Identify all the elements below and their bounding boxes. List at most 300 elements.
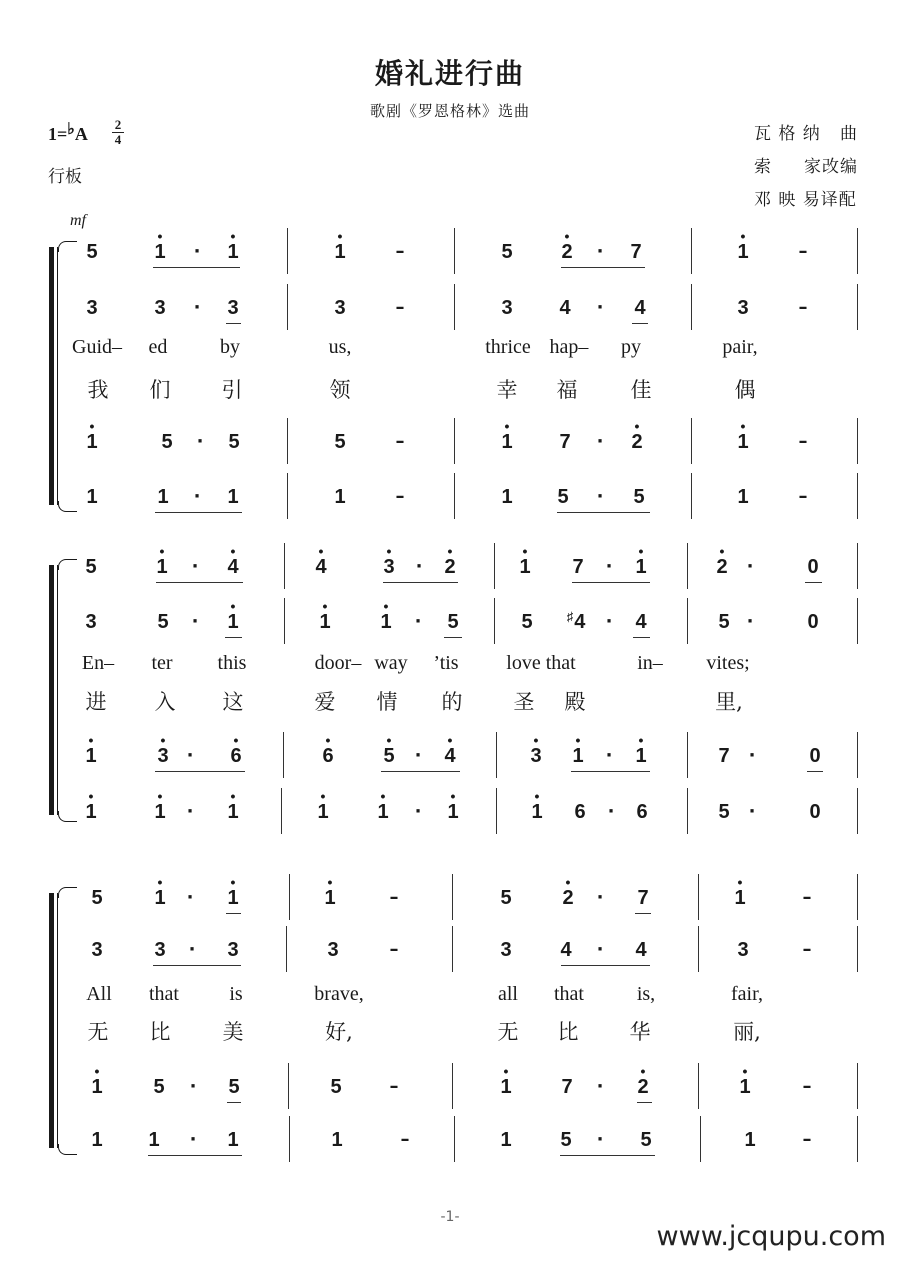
augmentation-dot: · [193,297,201,318]
note [572,555,583,579]
note-digit: 4 [635,611,647,633]
note [154,296,165,320]
bracket-cap-top [58,887,77,898]
barline [700,1116,701,1162]
note-digit: 7 [630,241,642,263]
octave-dot-icon: • [325,732,331,748]
note-digit: 7 [559,431,571,453]
barline [691,473,692,519]
note-digit: 1 [227,611,239,633]
beam-underline [444,637,462,638]
note [444,543,456,579]
note-digit: 5 [85,556,97,578]
lyric-english: this [217,652,247,674]
note-digit: 1 [447,801,459,823]
note [157,485,168,509]
lyric-english: hap– [549,336,589,358]
octave-dot-icon: • [450,788,456,804]
note-digit: 7 [637,887,649,909]
note [227,296,238,320]
note [228,430,239,454]
note [227,874,239,910]
note [572,732,584,768]
barline [454,1116,455,1162]
note-digit: 0 [807,556,819,578]
note [85,610,96,634]
note-digit: 1 [86,431,98,453]
note-digit: 1 [227,1129,239,1151]
beam-underline [155,512,242,513]
octave-dot-icon: • [447,732,453,748]
lyric-english: py [621,336,641,358]
note [521,610,532,634]
note-digit: 5 [521,611,533,633]
barline [687,788,688,834]
augmentation-dot: · [605,611,613,632]
note [531,788,543,824]
note-digit: 4 [315,556,327,578]
barline [284,543,285,589]
note [154,874,166,910]
octave-dot-icon: • [565,874,571,890]
note-digit: 6 [322,745,334,767]
octave-dot-icon: • [640,1063,646,1079]
octave-dot-icon: • [230,228,236,244]
note [561,1075,572,1099]
beam-underline [225,637,242,638]
note-digit: 5 [500,887,512,909]
augmentation-dot: · [188,939,196,960]
octave-dot-icon: • [383,598,389,614]
bracket-cap-top [58,241,77,252]
barline [496,732,497,778]
note-digit: 6 [574,801,586,823]
note [85,788,97,824]
note [574,800,585,824]
note [500,1063,512,1099]
barline [698,926,699,972]
lyric-english: All [86,983,112,1005]
barline [687,598,688,644]
augmentation-dot: · [596,241,604,262]
lyric-english: ter [151,652,173,674]
note [322,732,334,768]
note [324,874,336,910]
note-digit: 4 [559,297,571,319]
note [809,744,820,768]
note-digit: 1 [227,801,239,823]
barline [687,732,688,778]
note [85,555,96,579]
note-digit: 6 [230,745,242,767]
note [91,1128,102,1152]
note-digit: 1 [85,801,97,823]
note [560,1128,571,1152]
note-digit: 4 [635,939,647,961]
augmentation-dot: · [415,556,423,577]
note-digit: 5 [86,241,98,263]
note-digit: 1 [85,745,97,767]
lyric-chinese: 爱 [314,690,336,714]
note [377,788,389,824]
lyric-english: love that [506,652,576,674]
key-signature [48,121,88,145]
octave-dot-icon: • [320,788,326,804]
octave-dot-icon: • [742,1063,748,1079]
octave-dot-icon: • [534,788,540,804]
note [519,543,531,579]
note-digit: 4 [634,297,646,319]
octave-dot-icon: • [504,418,510,434]
note-digit: 5 [161,431,173,453]
augmentation-dot: · [191,611,199,632]
lyric-chinese: 福 [556,378,578,402]
bracket-cap-top [58,559,77,570]
barline [698,1063,699,1109]
note-digit: 1 [744,1129,756,1151]
note [383,543,395,579]
octave-dot-icon: • [160,732,166,748]
note [807,610,818,634]
note [91,938,102,962]
note-digit: 1 [739,1076,751,1098]
note [501,485,512,509]
note-digit: 1 [734,887,746,909]
extension-dash: – [802,887,812,908]
extension-dash: – [389,1076,399,1097]
octave-dot-icon: • [740,228,746,244]
note-digit: 5 [383,745,395,767]
extension-dash: – [798,486,808,507]
note-digit: 1 [500,1129,512,1151]
barline [698,874,699,920]
note [635,938,646,962]
note-digit: 3 [334,297,346,319]
credit-composer: 瓦 格 纳 曲 [753,124,858,144]
lyric-english: is [229,983,243,1005]
octave-dot-icon: • [564,228,570,244]
beam-underline [227,1102,241,1103]
note [227,1128,238,1152]
note-digit: 5 [334,431,346,453]
lyric-chinese: 偶 [734,378,756,402]
augmentation-dot: · [596,939,604,960]
note-digit: 5 [91,887,103,909]
note [447,610,458,634]
barline [454,284,455,330]
note-digit: 5 [153,1076,165,1098]
augmentation-dot: · [746,556,754,577]
augmentation-dot: · [605,556,613,577]
extension-dash: – [802,1076,812,1097]
octave-dot-icon: • [533,732,539,748]
lyric-chinese: 的 [441,690,463,714]
augmentation-dot: · [596,431,604,452]
note [635,543,647,579]
lyric-english: in– [637,652,663,674]
note [227,485,238,509]
lyric-english: brave, [314,983,364,1005]
note-digit: 1 [227,887,239,909]
dynamic-marking: mf [70,212,86,229]
note [331,1128,342,1152]
extension-dash: – [400,1129,410,1150]
note [383,732,395,768]
extension-dash: – [389,939,399,960]
note [501,240,512,264]
lyric-chinese: 引 [221,378,243,402]
extension-dash: – [798,241,808,262]
barline [857,598,858,644]
beam-underline [381,771,460,772]
beam-underline [383,582,458,583]
note-digit: 2 [631,431,643,453]
augmentation-dot: · [193,241,201,262]
note [560,938,571,962]
lyric-chinese: 比 [149,1020,171,1044]
augmentation-dot: · [186,745,194,766]
octave-dot-icon: • [327,874,333,890]
octave-dot-icon: • [634,418,640,434]
barline [452,1063,453,1109]
note-digit: 1 [227,486,239,508]
augmentation-dot: · [196,431,204,452]
augmentation-dot: · [414,745,422,766]
note [557,485,568,509]
barline [691,284,692,330]
note [154,938,165,962]
note [631,418,643,454]
note-digit: 5 [718,611,730,633]
system-bracket-line [57,565,58,815]
note-digit: 1 [154,887,166,909]
note-digit: 3 [154,297,166,319]
augmentation-dot: · [191,556,199,577]
beam-underline [226,913,241,914]
extension-dash: – [395,486,405,507]
beam-underline [560,1155,655,1156]
note [718,800,729,824]
lyric-chinese: 圣 [513,690,535,714]
octave-dot-icon: • [447,543,453,559]
octave-dot-icon: • [737,874,743,890]
page-number: -1- [440,1209,460,1225]
bracket-cap-bottom [58,501,77,512]
lyric-chinese: 里, [715,690,743,714]
note-digit: 7 [561,1076,573,1098]
note-digit: 7 [572,556,584,578]
octave-dot-icon: • [575,732,581,748]
octave-dot-icon: • [386,732,392,748]
barline [857,926,858,972]
note [330,1075,341,1099]
note [636,800,647,824]
note [530,732,542,768]
note [227,228,239,264]
key-prefix: 1= [48,124,68,144]
lyric-chinese: 比 [557,1020,579,1044]
extension-dash: – [395,297,405,318]
note [633,485,644,509]
note-digit: 2 [637,1076,649,1098]
note-digit: 5 [557,486,569,508]
note-digit: 1 [227,241,239,263]
note-digit: 1 [91,1076,103,1098]
note [744,1128,755,1152]
note [718,744,729,768]
barline [284,598,285,644]
octave-dot-icon: • [230,874,236,890]
note-digit: 3 [157,745,169,767]
augmentation-dot: · [748,801,756,822]
note-digit: 0 [807,611,819,633]
lyric-english: En– [81,652,115,674]
augmentation-dot: · [596,297,604,318]
note [562,874,574,910]
extension-dash: – [798,431,808,452]
note-digit: 1 [501,486,513,508]
lyric-chinese: 领 [329,378,351,402]
octave-dot-icon: • [157,788,163,804]
system-bracket [49,247,54,505]
octave-dot-icon: • [638,543,644,559]
note [334,485,345,509]
note-digit: 3 [530,745,542,767]
note-digit: 0 [809,801,821,823]
extension-dash: – [389,887,399,908]
note-digit: 1 [154,801,166,823]
note [227,788,239,824]
augmentation-dot: · [748,745,756,766]
credits [754,118,858,217]
octave-dot-icon: • [89,418,95,434]
note-digit: 1 [501,431,513,453]
octave-dot-icon: • [322,598,328,614]
note-digit: 1 [324,887,336,909]
barline [496,788,497,834]
lyric-chinese: 好, [325,1020,353,1044]
augmentation-dot: · [414,801,422,822]
note [500,938,511,962]
note-digit: 5 [718,801,730,823]
note [737,485,748,509]
note-digit: 3 [154,939,166,961]
barline [452,926,453,972]
octave-dot-icon: • [230,788,236,804]
note [807,555,818,579]
note [148,1128,159,1152]
note [567,610,586,636]
note [86,418,98,454]
lyric-english: Guid– [72,336,122,358]
augmentation-dot: · [596,1129,604,1150]
barline [289,1116,290,1162]
augmentation-dot: · [746,611,754,632]
octave-dot-icon: • [719,543,725,559]
note [718,610,729,634]
note-digit: 1 [531,801,543,823]
barline [281,788,282,834]
note-digit: 5 [447,611,459,633]
note-digit: 1 [317,801,329,823]
note-digit: 1 [157,486,169,508]
note [501,418,513,454]
lyric-chinese: 我 [87,378,109,402]
octave-dot-icon: • [380,788,386,804]
note [334,430,345,454]
augmentation-dot: · [596,486,604,507]
note [157,610,168,634]
barline [857,473,858,519]
note-digit: 2 [562,887,574,909]
note [559,296,570,320]
octave-dot-icon: • [318,543,324,559]
note-digit: 3 [91,939,103,961]
lyric-english: vites; [706,652,750,674]
augmentation-dot: · [596,887,604,908]
extension-dash: – [395,431,405,452]
beam-underline [561,267,645,268]
octave-dot-icon: • [230,543,236,559]
augmentation-dot: · [189,1076,197,1097]
octave-dot-icon: • [503,1063,509,1079]
note-digit: 1 [519,556,531,578]
lyric-chinese: 无 [497,1020,519,1044]
beam-underline [632,323,648,324]
note-digit: 2 [716,556,728,578]
page-title: 婚礼进行曲 [374,57,525,90]
beam-underline [153,267,240,268]
note-digit: 5 [228,1076,240,1098]
note-digit: 1 [334,486,346,508]
system-bracket-line [57,893,58,1148]
bracket-cap-bottom [58,1144,77,1155]
note [737,228,749,264]
note [86,296,97,320]
lyric-english: fair, [731,983,763,1005]
beam-underline [557,512,650,513]
augmentation-dot: · [596,1076,604,1097]
lyric-english: that [554,983,584,1005]
tempo-marking: 行板 [48,167,82,187]
lyric-chinese: 入 [154,690,176,714]
augmentation-dot: · [607,801,615,822]
note-digit: 3 [327,939,339,961]
octave-dot-icon: • [88,788,94,804]
note [737,296,748,320]
note [153,1075,164,1099]
page-subtitle: 歌剧《罗恩格林》选曲 [369,102,530,120]
barline [288,1063,289,1109]
note-digit: 1 [377,801,389,823]
beam-underline [572,582,650,583]
note-digit: 3 [501,297,513,319]
barline [857,543,858,589]
barline [857,874,858,920]
note [737,938,748,962]
beam-underline [148,1155,242,1156]
lyric-chinese: 进 [85,690,107,714]
octave-dot-icon: • [386,543,392,559]
note [640,1128,651,1152]
barline [857,284,858,330]
note-digit: 1 [331,1129,343,1151]
lyric-chinese: 美 [222,1020,244,1044]
credit-arranger: 索 家改编 [753,157,858,177]
lyric-english: us, [328,336,352,358]
octave-dot-icon: • [638,732,644,748]
beam-underline [633,637,650,638]
